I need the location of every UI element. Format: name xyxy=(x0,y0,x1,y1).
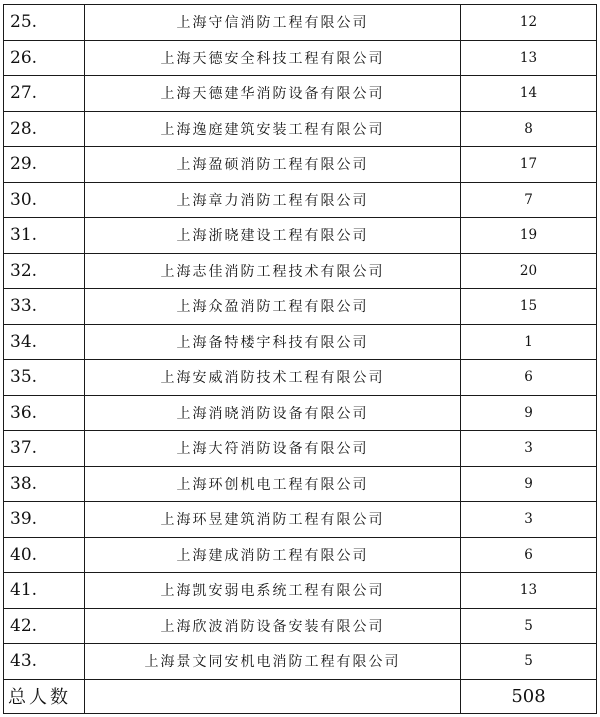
person-count: 1 xyxy=(461,324,597,360)
company-name: 上海众盈消防工程有限公司 xyxy=(85,289,461,325)
table-row xyxy=(4,289,597,325)
person-count: 6 xyxy=(461,537,597,573)
company-name: 上海环昱建筑消防工程有限公司 xyxy=(85,502,461,538)
person-count: 9 xyxy=(461,466,597,502)
row-number: 41. xyxy=(4,573,85,609)
person-count: 7 xyxy=(461,182,597,218)
company-name: 上海逸庭建筑安装工程有限公司 xyxy=(85,111,461,147)
company-name: 上海欣波消防设备安装有限公司 xyxy=(85,608,461,644)
company-name: 上海天德建华消防设备有限公司 xyxy=(85,76,461,112)
company-name: 上海凯安弱电系统工程有限公司 xyxy=(85,573,461,609)
person-count: 13 xyxy=(461,40,597,76)
row-number: 33. xyxy=(4,289,85,325)
person-count: 3 xyxy=(461,502,597,538)
person-count: 6 xyxy=(461,360,597,396)
row-number: 29. xyxy=(4,147,85,183)
table-row xyxy=(4,253,597,289)
person-count: 8 xyxy=(461,111,597,147)
row-number: 42. xyxy=(4,608,85,644)
person-count: 5 xyxy=(461,608,597,644)
row-number: 26. xyxy=(4,40,85,76)
company-name: 上海章力消防工程有限公司 xyxy=(85,182,461,218)
person-count: 19 xyxy=(461,218,597,254)
person-count: 14 xyxy=(461,76,597,112)
company-name: 上海景文同安机电消防工程有限公司 xyxy=(85,644,461,680)
row-number: 39. xyxy=(4,502,85,538)
table-row xyxy=(4,360,597,396)
person-count: 12 xyxy=(461,5,597,41)
person-count: 20 xyxy=(461,253,597,289)
person-count: 13 xyxy=(461,573,597,609)
table-row xyxy=(4,466,597,502)
person-count: 3 xyxy=(461,431,597,467)
table-row xyxy=(4,431,597,467)
company-name: 上海志佳消防工程技术有限公司 xyxy=(85,253,461,289)
row-number: 28. xyxy=(4,111,85,147)
company-name: 上海天德安全科技工程有限公司 xyxy=(85,40,461,76)
table-row xyxy=(4,147,597,183)
table-row xyxy=(4,644,597,680)
row-number: 27. xyxy=(4,76,85,112)
table-body xyxy=(4,5,597,714)
table-row xyxy=(4,76,597,112)
row-number: 43. xyxy=(4,644,85,680)
company-table xyxy=(3,4,597,714)
company-name: 上海安威消防技术工程有限公司 xyxy=(85,360,461,396)
person-count: 15 xyxy=(461,289,597,325)
company-name: 上海消晓消防设备有限公司 xyxy=(85,395,461,431)
company-name: 上海建成消防工程有限公司 xyxy=(85,537,461,573)
total-label: 总人数 xyxy=(4,679,85,713)
total-value: 508 xyxy=(461,679,597,713)
table-row xyxy=(4,111,597,147)
row-number: 36. xyxy=(4,395,85,431)
company-name: 上海盈硕消防工程有限公司 xyxy=(85,147,461,183)
company-name: 上海备特楼宇科技有限公司 xyxy=(85,324,461,360)
table-row xyxy=(4,608,597,644)
person-count: 9 xyxy=(461,395,597,431)
row-number: 30. xyxy=(4,182,85,218)
table-row xyxy=(4,573,597,609)
table-row xyxy=(4,537,597,573)
person-count: 17 xyxy=(461,147,597,183)
row-number: 25. xyxy=(4,5,85,41)
row-number: 31. xyxy=(4,218,85,254)
table-row xyxy=(4,324,597,360)
total-row xyxy=(4,679,597,713)
table-row xyxy=(4,5,597,41)
table-row xyxy=(4,502,597,538)
row-number: 37. xyxy=(4,431,85,467)
row-number: 32. xyxy=(4,253,85,289)
total-empty-cell xyxy=(85,679,461,713)
row-number: 40. xyxy=(4,537,85,573)
table-row xyxy=(4,218,597,254)
row-number: 35. xyxy=(4,360,85,396)
company-name: 上海大符消防设备有限公司 xyxy=(85,431,461,467)
table-row xyxy=(4,182,597,218)
company-name: 上海浙晓建设工程有限公司 xyxy=(85,218,461,254)
person-count: 5 xyxy=(461,644,597,680)
table-row xyxy=(4,40,597,76)
table-row xyxy=(4,395,597,431)
company-name: 上海守信消防工程有限公司 xyxy=(85,5,461,41)
company-name: 上海环创机电工程有限公司 xyxy=(85,466,461,502)
row-number: 34. xyxy=(4,324,85,360)
row-number: 38. xyxy=(4,466,85,502)
